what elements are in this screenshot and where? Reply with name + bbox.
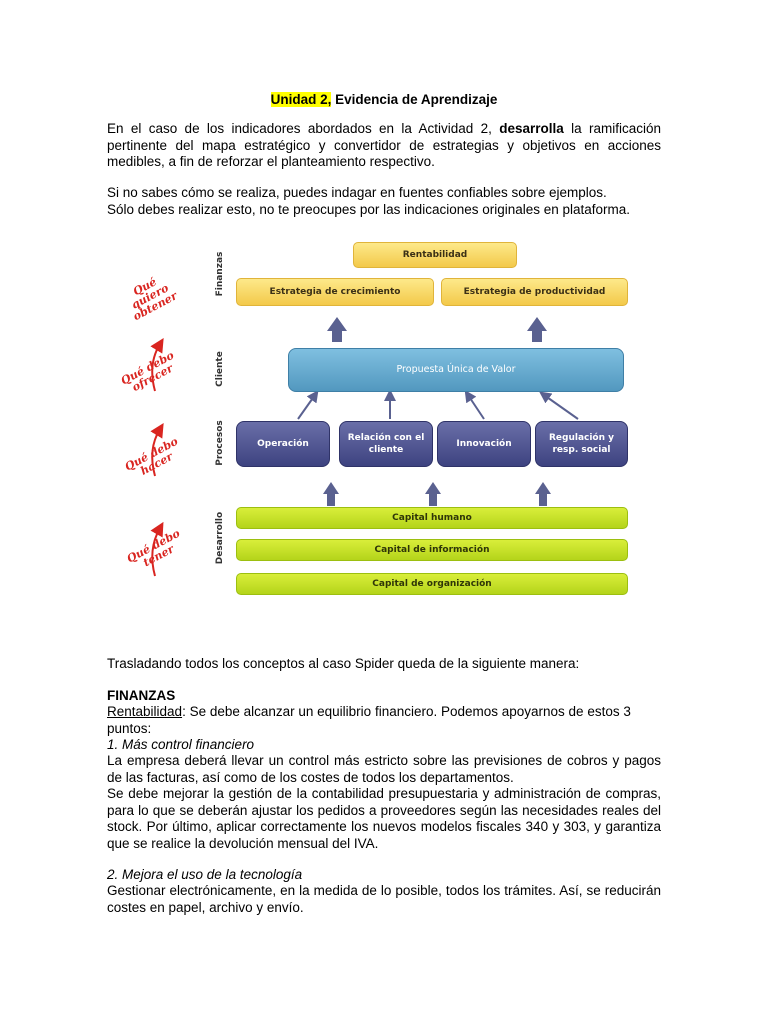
intro-bold: desarrolla [499,121,564,136]
sub1-paragraph-2: Se debe mejorar la gestión de la contabilidad presupuestaria y administración de compras, para lo que se deberán ajustar los pedidos a proveedores según las necesidades reales del stock. Por último, aplicar correctamente los nuevos modelos fiscales 340 y 303, y garantiza que se realice la devolución mensual del IVA. [107,786,661,851]
rentabilidad-desc: : Se debe alcanzar un equilibrio financiero. Podemos apoyarnos de estos 3 puntos: [107,704,631,736]
rentabilidad-label: Rentabilidad [107,704,183,719]
up-arrows-finanzas [327,317,547,342]
box-rentabilidad: Rentabilidad [353,242,517,268]
up-arrows-procesos [323,482,551,506]
intro-line-3: Sólo debes realizar esto, no te preocupes por las indicaciones originales en plataforma. [107,202,631,217]
rentabilidad-text [107,704,655,737]
box-estrategia-productividad: Estrategia de productividad [441,278,628,306]
subheading-1: 1. Más control financiero [107,737,255,752]
perspective-desarrollo: Desarrollo [215,511,225,565]
sub1-paragraph-1: La empresa deberá llevar un control más estricto sobre las previsiones de cobros y pagos de las facturas, así como de los costes de todos los departamentos. [107,753,661,785]
box-capital-humano: Capital humano [236,507,628,529]
box-relacion-cliente: Relación con el cliente [339,421,433,467]
hand-note-hacer: Qué debo hacer [122,434,181,478]
page-title [0,92,768,107]
title-text: Evidencia de Aprendizaje [331,92,498,107]
intro-text-b: la ramificación pertinente del mapa estratégico y convertidor de estrategias y objetivos en acciones medibles, a fin de reforzar el planteamiento respectivo. [107,121,661,169]
box-propuesta-valor: Propuesta Única de Valor [288,348,624,392]
intro-text-a: En el caso de los indicadores abordados en la Actividad 2, [107,121,500,136]
subheading-2: 2. Mejora el uso de la tecnología [107,867,303,882]
transition-text: Trasladando todos los conceptos al caso Spider queda de la siguiente manera: [107,656,580,671]
intro-paragraph [107,121,661,171]
title-highlight: Unidad 2, [270,92,332,107]
hand-note-obtener: Qué quiero obtener [129,275,180,324]
box-capital-organizacion: Capital de organización [236,573,628,595]
box-operacion: Operación [236,421,330,467]
box-capital-informacion: Capital de información [236,539,628,561]
intro-line-2: Si no sabes cómo se realiza, puedes indagar en fuentes confiables sobre ejemplos. [107,185,607,200]
section-heading: FINANZAS [107,688,176,703]
hand-note-tener: Qué debo tener [124,526,183,570]
hand-note-ofrecer: Qué debo ofrecer [118,348,177,395]
perspective-cliente: Cliente [215,351,225,387]
box-innovacion: Innovación [437,421,531,467]
box-regulacion: Regulación y resp. social [535,421,628,467]
box-estrategia-crecimiento: Estrategia de crecimiento [236,278,434,306]
perspective-procesos: Procesos [215,420,225,466]
strategy-map-diagram [108,236,640,598]
perspective-finanzas: Finanzas [215,251,225,297]
sub2-paragraph-1: Gestionar electrónicamente, en la medida de lo posible, todos los trámites. Así, se reducirán costes en papel, archivo y envío. [107,883,661,915]
